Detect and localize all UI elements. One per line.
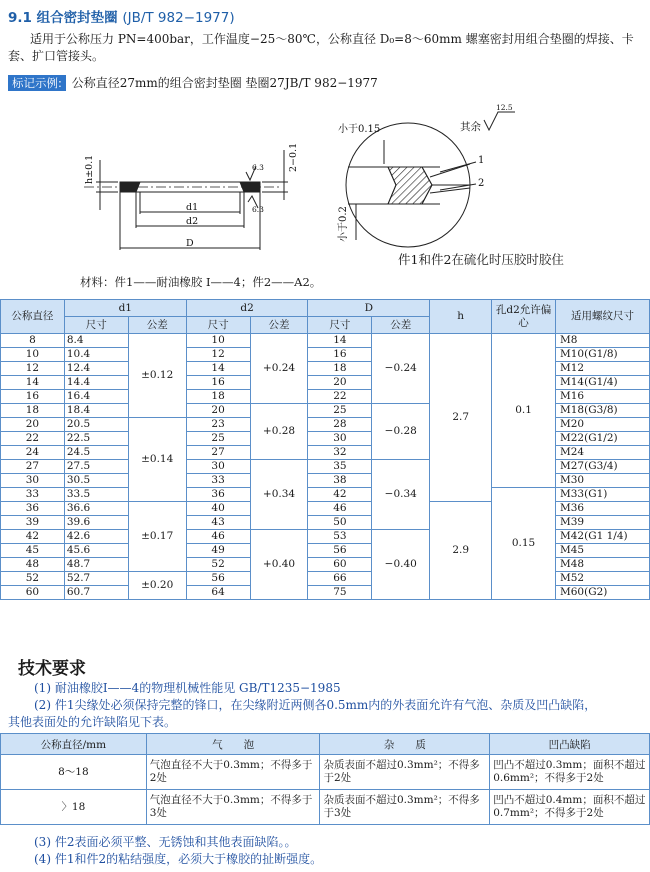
cell: 50 [308, 516, 372, 530]
cell: M22(G1/2) [556, 432, 650, 446]
cell: 32 [308, 446, 372, 460]
cell: M39 [556, 516, 650, 530]
roughness-label-2: 6.3 [252, 205, 264, 214]
cell: 36 [186, 488, 250, 502]
cell: −0.34 [372, 460, 430, 530]
cell: +0.34 [250, 460, 308, 530]
cell: 60.7 [64, 586, 128, 600]
cell: 16 [186, 376, 250, 390]
cell: 10 [186, 334, 250, 348]
cell: M48 [556, 558, 650, 572]
cell: 8～18 [1, 755, 147, 790]
cell: M18(G3/8) [556, 404, 650, 418]
cell: M30 [556, 474, 650, 488]
cell: ±0.14 [128, 418, 186, 502]
cell: 52 [1, 572, 65, 586]
cell: 12 [186, 348, 250, 362]
requirements-heading: 技术要求 [18, 659, 86, 679]
cell: 22 [1, 432, 65, 446]
cell: 56 [308, 544, 372, 558]
cell: M12 [556, 362, 650, 376]
cell: 14.4 [64, 376, 128, 390]
dim-d1-label: d1 [186, 202, 199, 213]
cell: −0.28 [372, 404, 430, 460]
tolerance-015-label: 小于0.15 [338, 124, 381, 135]
cell: 0.15 [492, 488, 556, 600]
col-bubbles: 气 泡 [146, 734, 320, 755]
material-note: 材料：件1——耐油橡胶 I——4；件2——A2。 [80, 275, 322, 289]
cell: 凹凸不超过0.4mm；面积不超过0.7mm²；不得多于2处 [490, 790, 650, 825]
cell: 27.5 [64, 460, 128, 474]
cell: 39 [1, 516, 65, 530]
cell: 45 [1, 544, 65, 558]
cell: 40 [186, 502, 250, 516]
cell: 18 [308, 362, 372, 376]
cell: 60 [1, 586, 65, 600]
cell: M52 [556, 572, 650, 586]
requirement-3: (3) 件2表面必须平整、无锈蚀和其他表面缺陷。。 [34, 835, 297, 849]
cell: −0.24 [372, 334, 430, 404]
cell: 46 [308, 502, 372, 516]
col-d2-size: 尺寸 [186, 317, 250, 334]
marking-example [8, 74, 378, 91]
cell: 30 [1, 474, 65, 488]
col-thread: 适用螺纹尺寸 [556, 300, 650, 334]
col-h: h [430, 300, 492, 334]
cell: 20.5 [64, 418, 128, 432]
col-d1-size: 尺寸 [64, 317, 128, 334]
cell: ±0.17 [128, 502, 186, 572]
rubber-left [120, 182, 140, 192]
cell: 14 [308, 334, 372, 348]
cell: 27 [1, 460, 65, 474]
rubber-right [240, 182, 260, 192]
requirement-2-cont: 其他表面处的允许缺陷见下表。 [8, 715, 177, 729]
cell: 33 [186, 474, 250, 488]
cell: 24.5 [64, 446, 128, 460]
cell: 2.7 [430, 334, 492, 502]
part-2-label: 2 [478, 178, 485, 189]
cell: 43 [186, 516, 250, 530]
cell: 2.9 [430, 502, 492, 600]
cell: M8 [556, 334, 650, 348]
cell: 12 [1, 362, 65, 376]
section-title [8, 6, 235, 26]
col-D: D [308, 300, 430, 317]
section-number: 9.1 [8, 10, 32, 26]
cell: 64 [186, 586, 250, 600]
roughness-label-1: 6.3 [252, 163, 264, 172]
cell: 42 [308, 488, 372, 502]
cell: 52.7 [64, 572, 128, 586]
dimensions-table [0, 299, 650, 600]
col-D-size: 尺寸 [308, 317, 372, 334]
cell: 25 [186, 432, 250, 446]
col-nominal: 公称直径 [1, 300, 65, 334]
cell: 30 [186, 460, 250, 474]
cell: 16.4 [64, 390, 128, 404]
cell: +0.28 [250, 404, 308, 460]
col-diameter: 公称直径/mm [1, 734, 147, 755]
requirement-2: (2) 件1尖缘处必须保持完整的锋口，在尖缘附近两侧各0.5mm内的外表面允许有气泡、杂质及凹凸缺陷， [34, 698, 597, 712]
part-1-label: 1 [478, 155, 485, 166]
requirement-4: (4) 件1和件2的粘结强度，必须大于橡胶的扯断强度。 [34, 852, 323, 866]
col-d1-tol: 公差 [128, 317, 186, 334]
cell: 22 [308, 390, 372, 404]
detail-caption: 件1和件2在硫化时压胶时胶住 [398, 252, 564, 267]
cell: 38 [308, 474, 372, 488]
cell: M10(G1/8) [556, 348, 650, 362]
cell: 0.1 [492, 334, 556, 488]
dim-D-label: D [186, 238, 194, 249]
rest-roughness-value: 12.5 [496, 103, 513, 112]
cell: M36 [556, 502, 650, 516]
cell: 20 [186, 404, 250, 418]
cell: 22.5 [64, 432, 128, 446]
cell: 52 [186, 558, 250, 572]
cell: −0.40 [372, 530, 430, 600]
cell: 气泡直径不大于0.3mm；不得多于3处 [146, 790, 320, 825]
col-d2-tol: 公差 [250, 317, 308, 334]
col-d1: d1 [64, 300, 186, 317]
cell: 30.5 [64, 474, 128, 488]
tolerance-02-label: 小于0.2 [338, 206, 349, 242]
cell: 35 [308, 460, 372, 474]
cell: 27 [186, 446, 250, 460]
cell: M60(G2) [556, 586, 650, 600]
cell: 14 [1, 376, 65, 390]
table-row [1, 755, 650, 790]
cell: M42(G1 1/4) [556, 530, 650, 544]
cell: M45 [556, 544, 650, 558]
cell: +0.40 [250, 530, 308, 600]
cell: 23 [186, 418, 250, 432]
intro-paragraph: 适用于公称压力 PN=400bar，工作温度−25～80℃，公称直径 D₀=8～60mm 螺塞密封用组合垫圈的焊接、卡套、扩口管接头。 [8, 32, 634, 63]
cell: 25 [308, 404, 372, 418]
cell: 33.5 [64, 488, 128, 502]
cell: 66 [308, 572, 372, 586]
col-eccentricity: 孔d2允许偏心 [492, 300, 556, 334]
cell: 8.4 [64, 334, 128, 348]
cell: 36 [1, 502, 65, 516]
cell: M27(G3/4) [556, 460, 650, 474]
cell: 42 [1, 530, 65, 544]
cell: 45.6 [64, 544, 128, 558]
dim-thickness-label: 2−0.1 [288, 142, 299, 172]
cell: 20 [308, 376, 372, 390]
cell: 16 [308, 348, 372, 362]
cell: 36.6 [64, 502, 128, 516]
cell: 8 [1, 334, 65, 348]
cell: 杂质表面不超过0.3mm²；不得多于2处 [320, 755, 490, 790]
cell: 28 [308, 418, 372, 432]
cell: M16 [556, 390, 650, 404]
cell: 60 [308, 558, 372, 572]
washer-drawing [0, 100, 650, 275]
defects-table [0, 733, 650, 825]
cell: 16 [1, 390, 65, 404]
cell: 凹凸不超过0.3mm；面积不超过0.6mm²；不得多于2处 [490, 755, 650, 790]
col-D-tol: 公差 [372, 317, 430, 334]
cell: ±0.20 [128, 572, 186, 600]
cell: 18.4 [64, 404, 128, 418]
cell: 48.7 [64, 558, 128, 572]
cell: 杂质表面不超过0.3mm²；不得多于3处 [320, 790, 490, 825]
cell: 39.6 [64, 516, 128, 530]
cell: 18 [1, 404, 65, 418]
col-impurities: 杂 质 [320, 734, 490, 755]
table-row [1, 334, 650, 348]
cell: 75 [308, 586, 372, 600]
cell: 18 [186, 390, 250, 404]
cell: 12.4 [64, 362, 128, 376]
cell: 33 [1, 488, 65, 502]
cell: 46 [186, 530, 250, 544]
dim-d2-label: d2 [186, 216, 199, 227]
cell: 56 [186, 572, 250, 586]
table-row [1, 790, 650, 825]
cell: M14(G1/4) [556, 376, 650, 390]
cell: 42.6 [64, 530, 128, 544]
cell: 10.4 [64, 348, 128, 362]
cell: 气泡直径不大于0.3mm；不得多于2处 [146, 755, 320, 790]
title-text: 组合密封垫圈 [36, 10, 118, 26]
col-dents: 凹凸缺陷 [490, 734, 650, 755]
cell: 14 [186, 362, 250, 376]
cell: 30 [308, 432, 372, 446]
cell: 24 [1, 446, 65, 460]
marking-text: 公称直径27mm的组合密封垫圈 垫圈27JB/T 982−1977 [71, 76, 378, 90]
cell: 49 [186, 544, 250, 558]
requirement-1: (1) 耐油橡胶I——4的物理机械性能见 GB/T1235−1985 [34, 681, 341, 695]
standard-code: (JB/T 982−1977) [122, 10, 235, 26]
cell: 10 [1, 348, 65, 362]
cell: ±0.12 [128, 334, 186, 418]
cell: M20 [556, 418, 650, 432]
cell: 48 [1, 558, 65, 572]
col-d2: d2 [186, 300, 308, 317]
cell: +0.24 [250, 334, 308, 404]
cell: 〉18 [1, 790, 147, 825]
table-row [1, 488, 650, 502]
cell: M24 [556, 446, 650, 460]
cell: M33(G1) [556, 488, 650, 502]
cell: 53 [308, 530, 372, 544]
marking-tag: 标记示例: [8, 75, 66, 91]
dim-h-label: h±0.1 [84, 154, 95, 184]
rest-roughness-label: 其余 [460, 121, 481, 133]
cell: 20 [1, 418, 65, 432]
